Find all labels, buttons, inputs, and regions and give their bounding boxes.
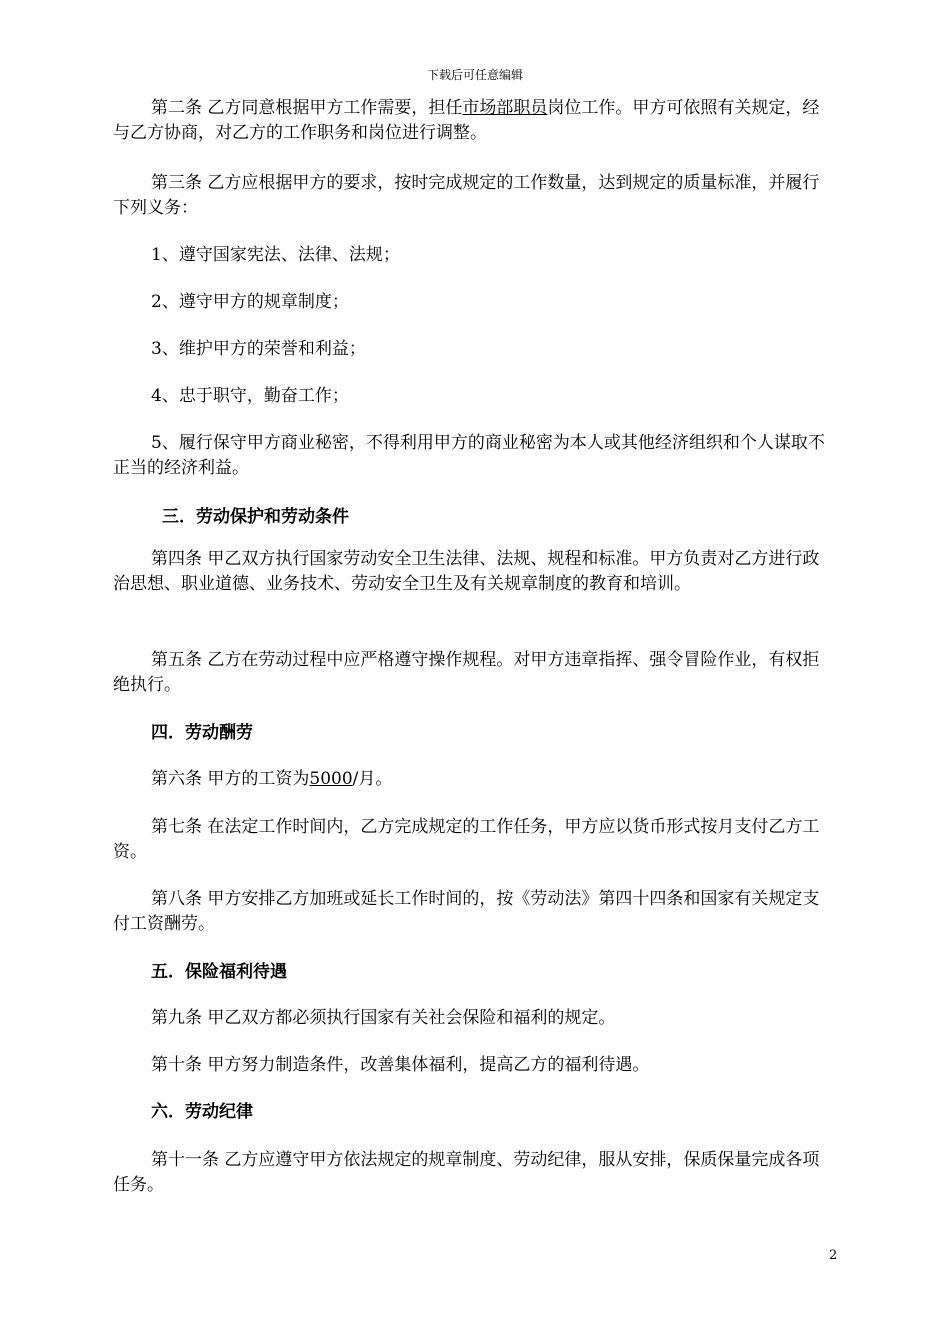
section-heading-4: 四．劳动酬劳 [151,723,253,743]
list-item-2: 2、遵守甲方的规章制度； [151,292,349,312]
article-2-text: 第二条 乙方同意根据甲方工作需要，担任 [151,98,463,118]
article-11: 第十一条 乙方应遵守甲方依法规定的规章制度、劳动纪律，服从安排，保质保量完成各项任务。 [113,1150,820,1195]
section-heading-3: 三．劳动保护和劳动条件 [162,507,349,527]
page-number: 2 [829,1248,838,1263]
article-6 [113,767,835,792]
section-heading-6: 六．劳动纪律 [151,1102,253,1122]
list-item-5: 5、履行保守甲方商业秘密，不得利用甲方的商业秘密为本人或其他经济组织和个人谋取不正当的经济利益。 [113,433,825,478]
list-item-3: 3、维护甲方的荣誉和利益； [151,339,366,359]
article-10: 第十条 甲方努力制造条件，改善集体福利，提高乙方的福利待遇。 [151,1055,650,1075]
article-5: 第五条 乙方在劳动过程中应严格遵守操作规程。对甲方违章指挥、强令冒险作业，有权拒绝执行。 [113,650,820,695]
article-6-unit: /月。 [352,769,393,789]
salary-amount: 5000 [309,769,353,789]
article-7: 第七条 在法定工作时间内，乙方完成规定的工作任务，甲方应以货币形式按月支付乙方工资。 [113,817,820,862]
article-6-text: 第六条 甲方的工资为 [151,769,310,789]
article-8: 第八条 甲方安排乙方加班或延长工作时间的，按《劳动法》第四十四条和国家有关规定支付工资酬劳。 [113,889,820,934]
list-item-1: 1、遵守国家宪法、法律、法规； [151,245,400,265]
page-header: 下载后可任意编辑 [426,68,523,82]
article-9: 第九条 甲乙双方都必须执行国家有关社会保险和福利的规定。 [151,1008,616,1028]
article-3: 第三条 乙方应根据甲方的要求，按时完成规定的工作数量，达到规定的质量标准，并履行下列义务： [113,173,820,218]
article-2 [113,96,835,146]
article-2-text-end: 岗位工作。甲方可依照有关规定，经与乙方协商，对乙方的工作职务和岗位进行调整。 [113,98,820,143]
article-4: 第四条 甲乙双方执行国家劳动安全卫生法律、法规、规程和标准。甲方负责对乙方进行政治思想、职业道德、业务技术、劳动安全卫生及有关规章制度的教育和培训。 [113,549,820,594]
list-item-4: 4、忠于职守，勤奋工作； [151,386,349,406]
position-field: 市场部职员 [462,98,548,118]
section-heading-5: 五．保险福利待遇 [151,962,287,982]
